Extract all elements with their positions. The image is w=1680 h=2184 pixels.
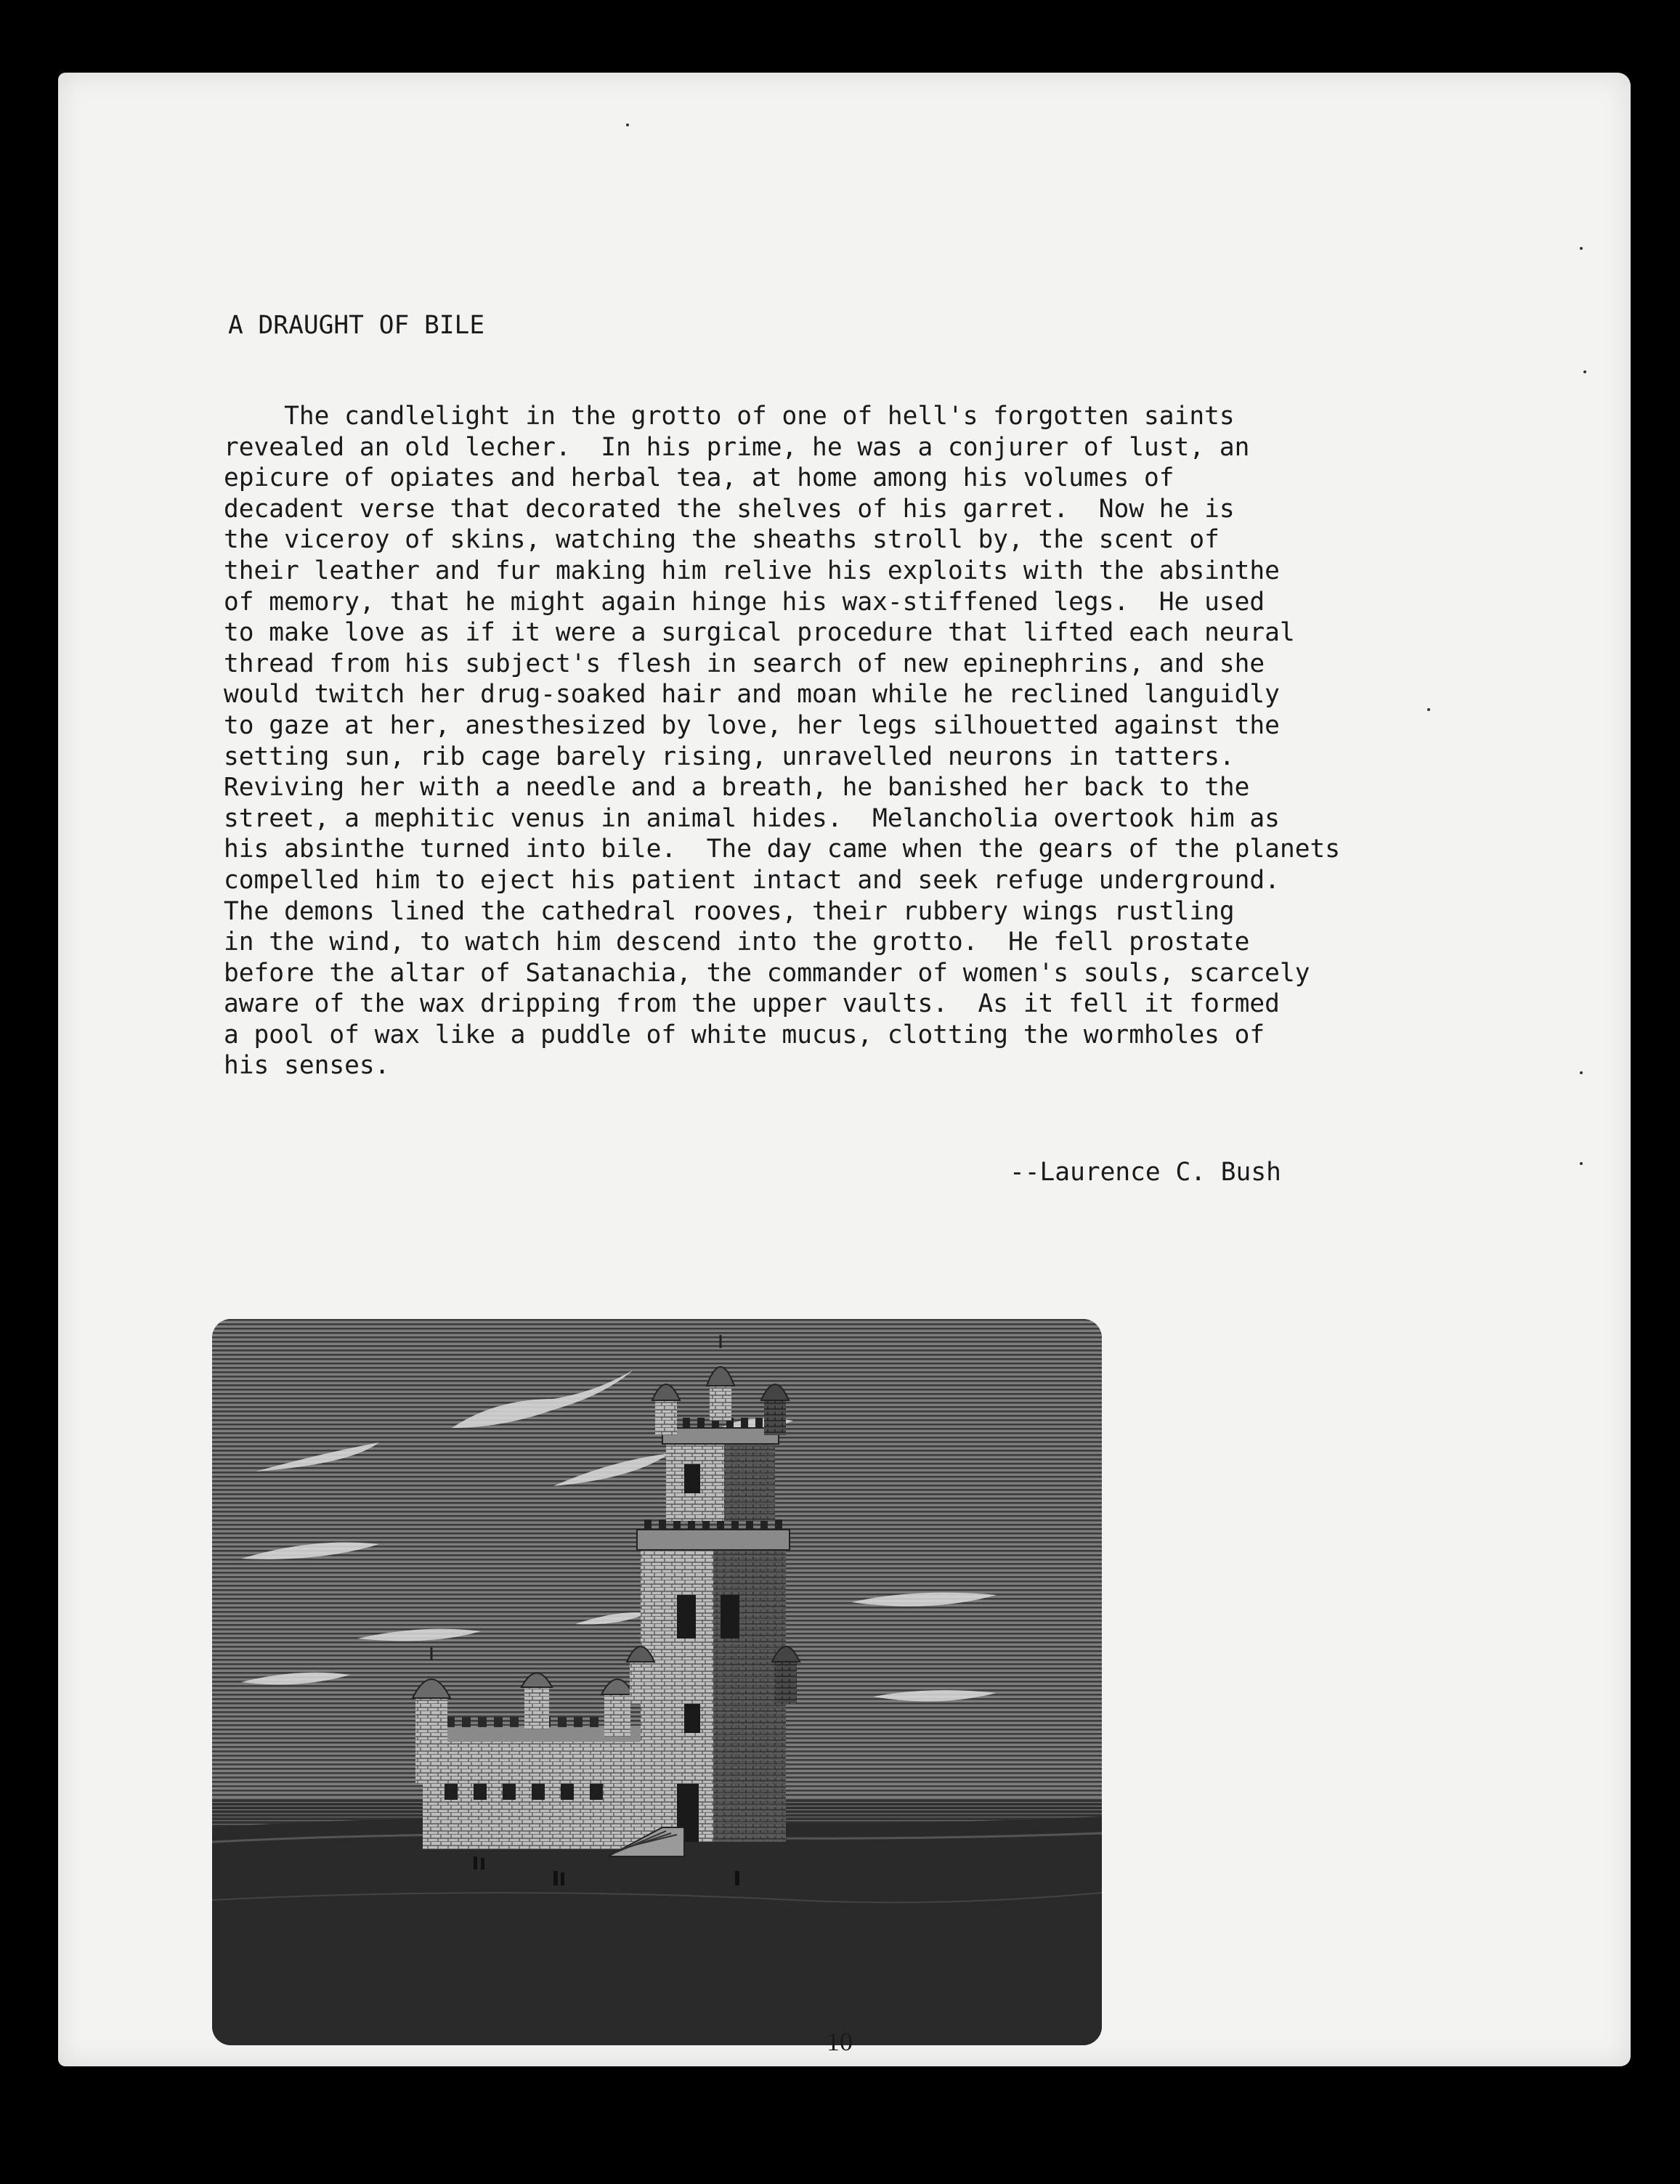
body-line: decadent verse that decorated the shelves of his garret. Now he is [224,494,1235,524]
body-line: to make love as if it were a surgical procedure that lifted each neural [224,618,1295,648]
body-line: thread from his subject's flesh in search of new epinephrins, and she [224,649,1265,678]
scan-speck [626,123,629,126]
body-line: his senses. [224,1051,390,1081]
body-line: Reviving her with a needle and a breath, he banished her back to the [224,773,1250,803]
body-line: would twitch her drug-soaked hair and moan while he reclined languidly [224,680,1280,710]
body-line: a pool of wax like a puddle of white mucus, clotting the wormholes of [224,1020,1265,1050]
engraving-tower-illustration [212,1319,1102,2045]
scan-speck [1580,247,1583,250]
body-line: The demons lined the cathedral rooves, their rubbery wings rustling [224,896,1235,926]
body-line: the viceroy of skins, watching the sheaths stroll by, the scent of [224,525,1220,555]
body-line: setting sun, rib cage barely rising, unravelled neurons in tatters. [224,742,1235,771]
body-line: compelled him to eject his patient intact and seek refuge underground. [224,865,1280,895]
author-signature: --Laurence C. Bush [1010,1158,1281,1187]
scan-speck [1580,1071,1583,1074]
body-line: of memory, that he might again hinge his wax-stiffened legs. He used [224,587,1265,617]
scan-speck [1580,1162,1583,1165]
body-line: street, a mephitic venus in animal hides. Melancholia overtook him as [224,803,1280,833]
body-line: revealed an old lecher. In his prime, he was a conjurer of lust, an [224,432,1250,462]
page-number: 10 [827,2027,853,2056]
body-line: to gaze at her, anesthesized by love, her legs silhouetted against the [224,710,1280,740]
body-line: in the wind, to watch him descend into the grotto. He fell prostate [224,927,1250,957]
prose-poem-body [224,401,1400,1081]
body-line: before the altar of Satanachia, the commander of women's souls, scarcely [224,958,1310,988]
body-line: The candlelight in the grotto of one of hell's forgotten saints [224,402,1235,431]
body-line: epicure of opiates and herbal tea, at home among his volumes of [224,463,1174,493]
scan-speck [1427,708,1430,711]
scan-speck [1583,370,1586,373]
body-line: aware of the wax dripping from the upper vaults. As it fell it formed [224,989,1280,1019]
body-line: his absinthe turned into bile. The day came when the gears of the planets [224,835,1341,864]
poem-title: A DRAUGHT OF BILE [228,311,485,340]
body-line: their leather and fur making him relive his exploits with the absinthe [224,556,1280,585]
